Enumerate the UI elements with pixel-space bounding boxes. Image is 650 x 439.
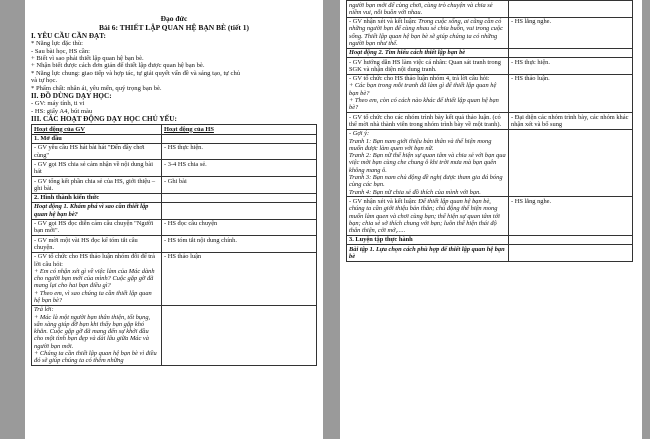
table-row <box>347 74 633 112</box>
table-row <box>347 1 633 18</box>
section-1-heading: I. YÊU CẦU CẦN ĐẠT: <box>31 32 106 40</box>
table-row <box>32 160 317 177</box>
gv-cell <box>32 252 162 305</box>
table-cell <box>162 202 317 219</box>
answer-line: + Mác là một người bạn thân thiện, tốt bụng, sẵn sàng giúp đỡ bạn khi thấy bạn gặp khó khăn. Cuộc gặp gỡ đã mang đến sự khởi đầu cho một tình bạn đẹp và dài lâu giữa Mác và người bạn mới. <box>34 313 151 350</box>
question-line: + Theo em, vì sao chúng ta cần thiết lập quan hệ bạn bè? <box>34 289 152 304</box>
gv-cell <box>347 74 509 112</box>
hs-cell: - Đại diện các nhóm trình bày, các nhóm khác nhận xét và bổ sung <box>509 113 633 130</box>
table-cell <box>509 245 633 262</box>
gv-cell: - GV yêu cầu HS hát bài hát "Đến đây chơi cùng" <box>32 143 162 160</box>
question-line: + Các bạn trong mỗi tranh đã làm gì để thiết lập quan hệ bạn bè? <box>349 82 497 97</box>
table-row <box>347 197 633 235</box>
table-cell <box>162 134 317 143</box>
exercise-heading: Bài tập 1. Lựa chọn cách phù hợp để thiết lập quan hệ bạn bè <box>347 245 509 262</box>
hs-cell: - Ghi bài <box>162 177 317 194</box>
hs-cell <box>509 1 633 18</box>
text-line: + Biết vì sao phải thiết lập quan hệ bạn bè. <box>31 55 144 63</box>
answer-line: + Chúng ta cần thiết lập quan hệ bạn bè vì điều đó sẽ giúp chúng ta có thêm những <box>34 350 157 365</box>
text-line: + Nhận biết được cách đơn giản để thiết lập được quan hệ bạn bè. <box>31 62 205 70</box>
hs-cell: - HS tóm tắt nội dung chính. <box>162 236 317 253</box>
gv-cell: - GV mời một vài HS đọc kể tóm tắt câu chuyện. <box>32 236 162 253</box>
table-cell <box>162 193 317 202</box>
text-line: và tự học. <box>31 77 58 85</box>
text-line: - GV: máy tính, ti vi <box>31 100 85 108</box>
document-page-2 <box>340 0 642 439</box>
text-span: - GV nhận xét và kết luận: <box>349 197 417 205</box>
table-cell <box>509 235 633 244</box>
header-hs: Hoạt động của HS <box>162 125 317 134</box>
text-line: - Sau bài học, HS cần: <box>31 47 90 55</box>
table-row <box>347 113 633 130</box>
gv-cell: - GV tổng kết phần chia sẻ của HS, giới thiệu – ghi bài. <box>32 177 162 194</box>
table-row <box>32 252 317 305</box>
hint-line: Tranh 3: Bạn nam chủ động đề nghị được tham gia đá bóng cùng các bạn. <box>349 174 503 189</box>
question-line: + Em có nhận xét gì về việc làm của Mác dành cho người bạn mới của mình? Cuộc gặp gỡ đã mang lại cho hai bạn điều gì? <box>34 267 155 290</box>
hs-cell: - 3-4 HS chia sẻ. <box>162 160 317 177</box>
table-row <box>32 143 317 160</box>
header-gv: Hoạt động của GV <box>32 125 162 134</box>
activity-heading: Hoạt động 1. Khám phá vì sao cần thiết lập quan hệ bạn bè? <box>32 202 162 219</box>
activity-heading: Hoạt động 2. Tìm hiểu cách thiết lập bạn bè <box>347 48 509 57</box>
gv-cell: người bạn mới để cùng chơi, cùng trò chuyện và chia sẻ niềm vui, nỗi buồn với nhau. <box>347 1 509 18</box>
text-line: * Năng lực đặc thù: <box>31 40 83 48</box>
gv-cell <box>347 17 509 48</box>
table-row <box>32 219 317 236</box>
gv-cell <box>347 129 509 197</box>
hs-cell: - HS lắng nghe. <box>509 17 633 48</box>
text-line: - GV tổ chức cho HS thảo luận nhóm đôi để trả lời câu hỏi: <box>34 253 156 268</box>
subject-title: Đạo đức <box>160 14 188 23</box>
document-page-1 <box>25 0 323 439</box>
table-row <box>32 236 317 253</box>
hs-cell: - HS lắng nghe. <box>509 197 633 235</box>
gv-cell: - GV gọi HS chia sẻ cảm nhận về nội dung bài hát <box>32 160 162 177</box>
hint-line: Tranh 1: Bạn nam giới thiệu bản thân và thể hiện mong muốn được làm quen với bạn nữ. <box>349 137 492 152</box>
conclusion-text: Để thiết lập quan hệ bạn bè, chúng ta cần giới thiệu bản thân; chủ động thể hiện mong muốn làm quen và chơi cùng bạn; thể hiện sự quan tâm tới bạn; chia sẻ sở thích chung với bạn; luôn thể hiện thái độ thân thiện, cởi mở,..... <box>349 197 500 235</box>
text-line: - Gợi ý: <box>349 130 370 138</box>
hint-line: Tranh 2: Bạn nữ thể hiện sự quan tâm và chia sẻ với bạn qua việc mời bạn cùng che chung ô khi trời mưa mà bạn quên không mang ô. <box>349 152 506 174</box>
table-row <box>347 129 633 197</box>
text-line: - GV tổ chức cho HS thảo luận nhóm 4, trả lời câu hỏi: <box>349 75 490 83</box>
table-row <box>347 58 633 75</box>
hs-cell <box>509 129 633 197</box>
hs-cell: - HS thảo luận. <box>509 74 633 112</box>
section-row-label: 1. Mở đầu <box>32 134 162 143</box>
hs-cell: - HS thực hiện. <box>162 143 317 160</box>
text-span: - GV nhận xét và kết luận: <box>349 18 417 26</box>
gv-cell: - GV hướng dẫn HS làm việc cá nhân: Quan sát tranh trong SGK và nhận diện nội dung tranh. <box>347 58 509 75</box>
text-line: * Phẩm chất: nhân ái, yêu mến, quý trọng bạn bè. <box>31 84 162 92</box>
text-line: Trả lời: <box>34 306 54 314</box>
section-2-heading: II. ĐỒ DÙNG DẠY HỌC: <box>31 92 112 101</box>
hs-cell: - HS thực hiện. <box>509 58 633 75</box>
table-row <box>32 305 317 365</box>
table-row <box>347 17 633 48</box>
hs-cell <box>162 305 317 365</box>
text-line: * Năng lực chung: giao tiếp và hợp tác, tự giải quyết vấn đề và sáng tạo, tự chủ <box>31 69 241 77</box>
question-line: + Theo em, còn có cách nào khác để thiết lập quan hệ bạn bè? <box>349 97 499 112</box>
hs-cell: - HS đọc câu chuyện <box>162 219 317 236</box>
activity-table <box>31 124 317 366</box>
hs-cell: - HS thảo luận <box>162 252 317 305</box>
table-row <box>32 177 317 194</box>
text-line: - HS: giấy A4, bút màu <box>31 107 93 115</box>
lesson-title: Bài 6: THIẾT LẬP QUAN HỆ BẠN BÈ (tiết 1) <box>99 23 249 32</box>
hint-line: Tranh 4: Bạn nữ chia sẻ đồ thích của mình với bạn. <box>349 188 481 196</box>
section-row-label: 3. Luyện tập thực hành <box>347 235 509 244</box>
gv-cell: - GV tổ chức cho các nhóm trình bày kết quả thảo luận. (có thể mời nhà thành viên trong nhóm trình bày về một tranh). <box>347 113 509 130</box>
section-row-label: 2. Hình thành kiến thức <box>32 193 162 202</box>
table-cell <box>509 48 633 57</box>
gv-cell: - GV gọi HS đọc diễn cảm câu chuyện "Người bạn mới". <box>32 219 162 236</box>
conclusion-text: Trong cuộc sống, ai cũng cần có những người bạn để cùng nhau sẻ chia buồn, vui trong cuộc sống. Thiết lập quan hệ bạn bè sẽ giúp chúng ta có những người bạn như thế. <box>349 18 503 47</box>
gv-cell <box>32 305 162 365</box>
gv-cell <box>347 197 509 235</box>
section-3-heading: III. CÁC HOẠT ĐỘNG DẠY HỌC CHỦ YẾU: <box>31 115 177 124</box>
activity-table-continued <box>346 0 633 262</box>
